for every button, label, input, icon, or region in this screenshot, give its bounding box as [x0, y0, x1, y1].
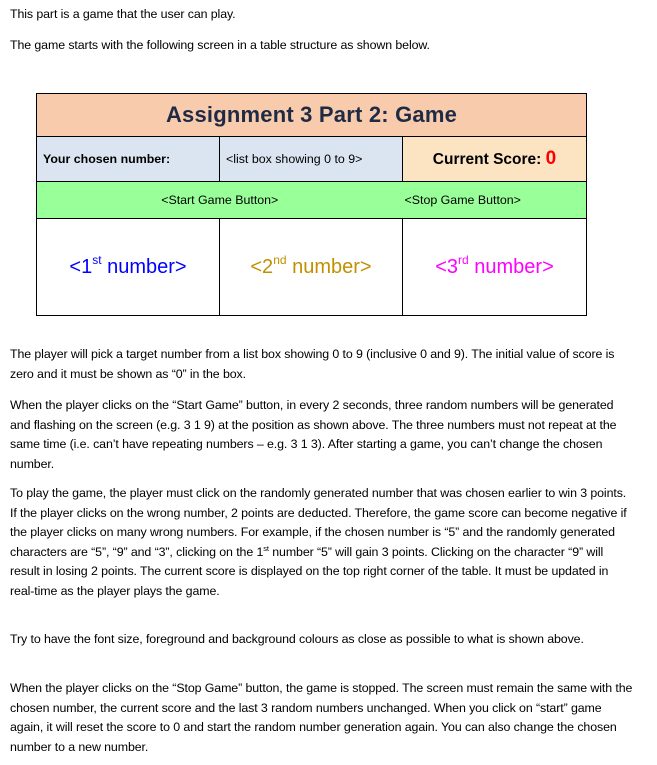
number-2-suffix: number>	[286, 255, 372, 278]
number-1-sup: st	[92, 252, 102, 267]
game-title: Assignment 3 Part 2: Game	[37, 94, 587, 137]
number-3-suffix: number>	[468, 255, 554, 278]
chosen-number-label: Your chosen number:	[37, 137, 220, 182]
current-score-value: 0	[545, 148, 557, 169]
paragraph-2: When the player clicks on the “Start Game” button, in every 2 seconds, three random numbers will be generated and flashing on the screen (e.g. 3 1 9) at the position as shown above. The three numbers must not repeat at the same time (i.e. can’t have repeating numbers – e.g. 3 1 3). After starting a game, you can’t change the chosen number.	[10, 398, 617, 471]
button-row	[37, 182, 587, 219]
number-3-prefix: <3	[435, 255, 459, 278]
current-score-cell	[403, 137, 587, 182]
numbers-row	[37, 219, 587, 316]
paragraph-3-sup: st	[263, 543, 269, 553]
chosen-number-listbox[interactable]: <list box showing 0 to 9>	[220, 137, 403, 182]
number-cell-3[interactable]	[403, 219, 587, 316]
start-game-button[interactable]: <Start Game Button>	[37, 182, 403, 219]
stop-game-button[interactable]: <Stop Game Button>	[403, 182, 587, 219]
number-2-sup: nd	[273, 252, 287, 267]
paragraph-3	[10, 484, 635, 602]
paragraph-3-part-1: To play the game, the player must click on the randomly generated number that was chosen earlier to win 3 points. If the player clicks on the wrong number, 2 points are deducted. Therefore, the game score can become negative if the player clicks on many wrong numbers. For example, if the chosen number is “5” and the randomly generated characters are “5”, “9” and “3”, clicking on the 1	[10, 486, 627, 559]
current-score-label: Current Score:	[432, 151, 542, 168]
number-cell-1[interactable]	[37, 219, 220, 316]
paragraph-5: When the player clicks on the “Stop Game” button, the game is stopped. The screen must remain the same with the chosen number, the current score and the last 3 random numbers unchanged. When you click on “start” game again, it will reset the score to 0 and start the random number generation again. You can also change the chosen number to a new number.	[10, 681, 633, 754]
number-1-prefix: <1	[69, 255, 93, 278]
paragraph-1: The player will pick a target number from a list box showing 0 to 9 (inclusive 0 and 9). The initial value of score is zero and it must be shown as “0” in the box.	[10, 347, 615, 381]
intro-line-2: The game starts with the following screen in a table structure as shown below.	[10, 38, 430, 52]
info-row	[37, 137, 587, 182]
game-table	[36, 93, 587, 316]
number-cell-2[interactable]	[220, 219, 403, 316]
number-1-suffix: number>	[101, 255, 187, 278]
number-2-prefix: <2	[250, 255, 274, 278]
title-row	[37, 94, 587, 137]
paragraph-3-part-2: number “5” will gain 3 points. Clicking on the character “9” will result in losing 2 points. The current score is displayed on the top right corner of the table. It must be updated in real-time as the player plays the game.	[10, 544, 609, 598]
paragraph-4: Try to have the font size, foreground and background colours as close as possible to what is shown above.	[10, 632, 584, 646]
intro-line-1: This part is a game that the user can play.	[10, 7, 236, 21]
number-3-sup: rd	[458, 252, 469, 267]
